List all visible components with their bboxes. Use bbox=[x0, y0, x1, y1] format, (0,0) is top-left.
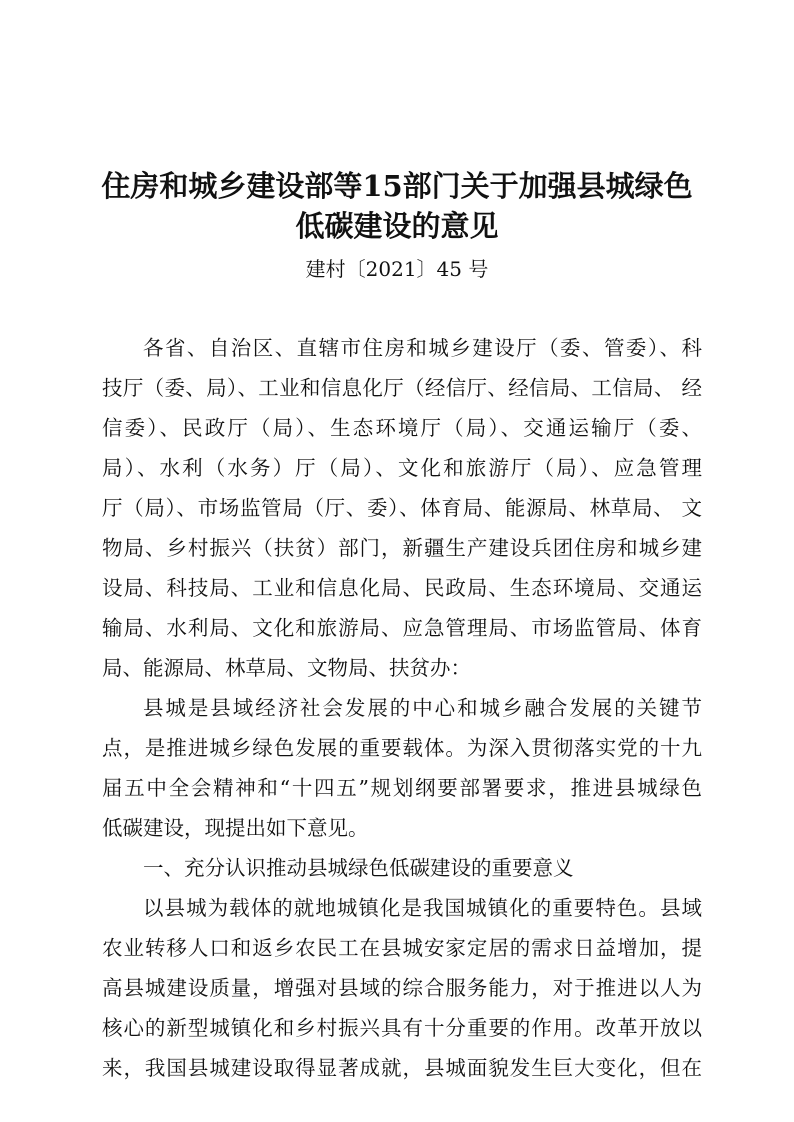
body-line: 农业转移人口和返乡农民工在县城安家定居的需求日益增加，提 bbox=[102, 936, 702, 960]
body-line: 高县城建设质量，增强对县域的综合服务能力，对于推进以人为 bbox=[102, 976, 702, 1000]
body-line: 以县城为载体的就地城镇化是我国城镇化的重要特色。县域 bbox=[143, 896, 702, 920]
body-line: 输局、水利局、文化和旅游局、应急管理局、市场监管局、体育 bbox=[102, 616, 702, 640]
body-line: 局、能源局、林草局、文物局、扶贫办： bbox=[102, 656, 471, 680]
document-title-line-1: 住房和城乡建设部等15部门关于加强县城绿色 bbox=[101, 169, 693, 203]
body-line: 县城是县域经济社会发展的中心和城乡融合发展的关键节 bbox=[143, 696, 702, 720]
document-number: 建村〔2021〕45 号 bbox=[305, 257, 489, 281]
document-title-line-2: 低碳建设的意见 bbox=[295, 209, 499, 243]
body-line: 核心的新型城镇化和乡村振兴具有十分重要的作用。改革开放以 bbox=[102, 1016, 702, 1040]
body-line: 厅（局）、市场监管局（厅、委）、体育局、能源局、林草局、 文 bbox=[102, 496, 702, 520]
body-line: 低碳建设，现提出如下意见。 bbox=[102, 816, 369, 840]
body-line: 技厅（委、局）、工业和信息化厅（经信厅、经信局、工信局、 经 bbox=[102, 376, 702, 400]
body-line: 设局、科技局、工业和信息化局、民政局、生态环境局、交通运 bbox=[102, 576, 702, 600]
section-heading: 一、充分认识推动县城绿色低碳建设的重要意义 bbox=[143, 856, 574, 880]
body-line: 信委）、民政厅（局）、生态环境厅（局）、交通运输厅（委、 bbox=[102, 416, 702, 440]
body-line: 届五中全会精神和“十四五”规划纲要部署要求，推进县城绿色 bbox=[102, 776, 702, 800]
body-line: 点，是推进城乡绿色发展的重要载体。为深入贯彻落实党的十九 bbox=[102, 736, 702, 760]
body-line: 各省、自治区、直辖市住房和城乡建设厅（委、管委）、科 bbox=[143, 336, 702, 360]
body-line: 来，我国县城建设取得显著成就，县城面貌发生巨大变化，但在 bbox=[102, 1056, 702, 1080]
body-line: 局）、水利（水务）厅（局）、文化和旅游厅（局）、应急管理 bbox=[102, 456, 702, 480]
body-line: 物局、乡村振兴（扶贫）部门，新疆生产建设兵团住房和城乡建 bbox=[102, 536, 702, 560]
